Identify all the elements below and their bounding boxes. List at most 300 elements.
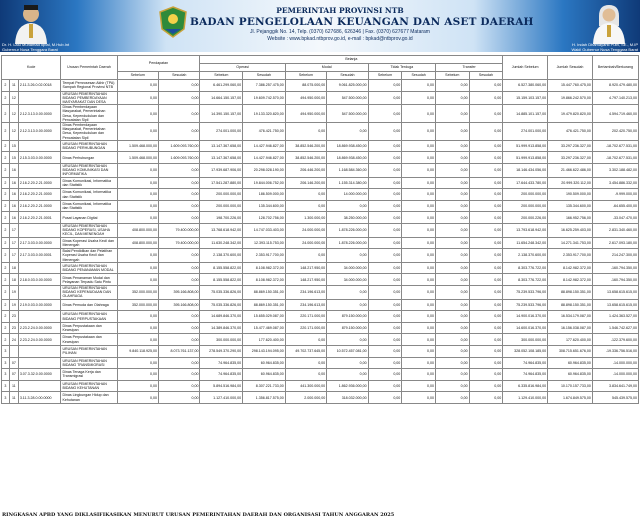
cell-org-code: 2.17.3.03.0.00.0001 — [18, 249, 61, 263]
cell-operasi-sesudah: 88.869.150.351,00 — [243, 299, 286, 311]
cell-bertambah-berkurang: -14.000.000,00 — [592, 369, 638, 381]
cell-urusan-name: URUSAN PEMERINTAHAN BIDANG PERPUSTAKAAN — [61, 311, 117, 323]
cell-modal-sebelum: 234.196.613,00 — [285, 286, 326, 300]
cell-operasi-sesudah: 2.353.917.700,00 — [243, 249, 286, 263]
col-operasi: Operasi — [200, 64, 285, 72]
cell-operasi-sebelum: 14.390.150.157,00 — [200, 105, 243, 123]
cell-jumlah-sebelum: 74.964.835,00 — [503, 369, 548, 381]
cell-operasi-sesudah: 8.108.982.372,00 — [243, 262, 286, 274]
document-footer: RINGKASAN APBD YANG DIKLASIFIKASIKAN MENURUT URUSAN PEMERINTAHAN DAERAH DAN ORGANISASI TAHUN ANGGARAN 2025 — [2, 512, 395, 518]
cell-pendapatan-sebelum: 352.000.000,00 — [117, 286, 158, 300]
cell-jumlah-sebelum: 17.644.433.780,00 — [503, 177, 548, 189]
col-sesudah: Sesudah — [327, 72, 368, 80]
cell-jumlah-sebelum: 75.239.533.796,00 — [503, 299, 548, 311]
cell-transfer-sesudah: 0,00 — [469, 249, 503, 263]
cell-transfer-sesudah: 0,00 — [469, 140, 503, 152]
cell-urusan-name: Dinas Pemberdayaan Masyarakat, Pemerintahan Desa, Kependudukan dan Pencatatan Sipil — [61, 105, 117, 123]
cell-code-level-1: 2 — [2, 311, 10, 323]
province-name: PEMERINTAH PROVINSI NTB — [276, 6, 404, 15]
table-row — [2, 177, 639, 189]
cell-tidak-terduga-sebelum: 0,00 — [368, 286, 402, 300]
cell-transfer-sesudah: 0,00 — [469, 200, 503, 212]
cell-pendapatan-sebelum: 408.800.000,00 — [117, 224, 158, 238]
cell-jumlah-sesudah: 19.479.820.820,00 — [548, 105, 593, 123]
cell-code-level-2: 23 — [9, 311, 18, 323]
cell-tidak-terduga-sebelum: 0,00 — [368, 322, 402, 334]
cell-pendapatan-sebelum: 0,00 — [117, 392, 158, 404]
cell-org-code — [18, 164, 61, 178]
cell-org-code: 2.18.0.03.0.00.0000 — [18, 274, 61, 286]
cell-jumlah-sebelum: 11.654.248.342,00 — [503, 237, 548, 249]
cell-pendapatan-sesudah: 395.166.808,00 — [158, 299, 200, 311]
cell-tidak-terduga-sesudah: 0,00 — [402, 80, 436, 92]
cell-jumlah-sebelum: 200.000.226,00 — [503, 212, 548, 224]
cell-bertambah-berkurang: 1.546.742.627,00 — [592, 322, 638, 334]
cell-code-level-1: 2 — [2, 237, 10, 249]
cell-bertambah-berkurang: -122.379.600,00 — [592, 334, 638, 346]
cell-jumlah-sesudah: 15.447.760.475,00 — [548, 80, 593, 92]
table-row — [2, 224, 639, 238]
col-sesudah: Sesudah — [243, 72, 286, 80]
table-row — [2, 392, 639, 404]
cell-jumlah-sesudah: 19.866.242.570,00 — [548, 91, 593, 105]
cell-code-level-1: 2 — [2, 224, 10, 238]
cell-jumlah-sesudah: 16.156.038.087,00 — [548, 322, 593, 334]
cell-jumlah-sebelum: 74.964.835,00 — [503, 357, 548, 369]
cell-jumlah-sesudah: 16.625.259.403,00 — [548, 224, 593, 238]
table-row — [2, 369, 639, 381]
cell-transfer-sebelum: 0,00 — [435, 80, 469, 92]
cell-transfer-sebelum: 0,00 — [435, 299, 469, 311]
cell-operasi-sesudah: 14.427.946.827,00 — [243, 152, 286, 164]
col-sesudah: Sesudah — [469, 72, 503, 80]
cell-pendapatan-sebelum: 0,00 — [117, 249, 158, 263]
cell-modal-sesudah: 879.150.000,00 — [327, 311, 368, 323]
cell-code-level-2: 12 — [9, 123, 18, 141]
cell-operasi-sesudah: 135.344.600,00 — [243, 200, 286, 212]
cell-pendapatan-sesudah: 0,00 — [158, 380, 200, 392]
cell-operasi-sebelum: 274.001.000,00 — [200, 123, 243, 141]
cell-tidak-terduga-sesudah: 0,00 — [402, 249, 436, 263]
cell-pendapatan-sesudah: 0,00 — [158, 249, 200, 263]
cell-tidak-terduga-sesudah: 0,00 — [402, 212, 436, 224]
cell-jumlah-sebelum: 15.159.103.157,00 — [503, 91, 548, 105]
cell-transfer-sesudah: 0,00 — [469, 177, 503, 189]
cell-pendapatan-sesudah: 0,00 — [158, 357, 200, 369]
cell-org-code — [18, 224, 61, 238]
cell-operasi-sebelum: 13.768.618.942,00 — [200, 224, 243, 238]
cell-operasi-sebelum: 300.000.000,00 — [200, 334, 243, 346]
cell-tidak-terduga-sesudah: 0,00 — [402, 286, 436, 300]
cell-modal-sesudah: 18.869.938.450,00 — [327, 152, 368, 164]
cell-jumlah-sebelum: 328.052.108.185,00 — [503, 345, 548, 357]
cell-pendapatan-sesudah: 79.400.000,00 — [158, 237, 200, 249]
cell-transfer-sesudah: 0,00 — [469, 369, 503, 381]
col-sebelum: Sebelum — [285, 72, 326, 80]
cell-urusan-name: Pusat Layanan Digital — [61, 212, 117, 224]
cell-code-level-2: 07 — [9, 357, 18, 369]
cell-operasi-sesudah: 8.307.221.733,00 — [243, 380, 286, 392]
cell-transfer-sesudah: 0,00 — [469, 311, 503, 323]
cell-pendapatan-sesudah: 0,00 — [158, 334, 200, 346]
cell-tidak-terduga-sebelum: 0,00 — [368, 357, 402, 369]
table-row — [2, 237, 639, 249]
table-row — [2, 189, 639, 201]
cell-tidak-terduga-sesudah: 0,00 — [402, 380, 436, 392]
cell-bertambah-berkurang: -14.000.000,00 — [592, 357, 638, 369]
cell-modal-sebelum: 441.300.000,00 — [285, 380, 326, 392]
cell-operasi-sesudah: 60.964.835,00 — [243, 357, 286, 369]
cell-pendapatan-sesudah: 0,00 — [158, 91, 200, 105]
cell-jumlah-sebelum: 1.129.410.000,00 — [503, 392, 548, 404]
cell-modal-sesudah: 1.168.584.360,00 — [327, 164, 368, 178]
cell-code-level-2: 19 — [9, 299, 18, 311]
cell-bertambah-berkurang: -18.702.677.531,00 — [592, 152, 638, 164]
cell-modal-sesudah: 0,00 — [327, 123, 368, 141]
cell-operasi-sebelum: 1.127.410.000,00 — [200, 392, 243, 404]
cell-tidak-terduga-sebelum: 0,00 — [368, 123, 402, 141]
cell-pendapatan-sesudah: 0,00 — [158, 311, 200, 323]
col-bertambah: Bertambah/Berkurang — [592, 56, 638, 80]
cell-code-level-2: 17 — [9, 224, 18, 238]
cell-code-level-2: 12 — [9, 105, 18, 123]
cell-operasi-sebelum: 75.035.336.826,00 — [200, 286, 243, 300]
cell-pendapatan-sesudah: 0,00 — [158, 274, 200, 286]
cell-modal-sesudah: 1.878.226.000,00 — [327, 224, 368, 238]
cell-jumlah-sebelum: 300.000.000,00 — [503, 334, 548, 346]
cell-transfer-sebelum: 0,00 — [435, 274, 469, 286]
cell-bertambah-berkurang: 2.617.093.180,00 — [592, 237, 638, 249]
vice-governor-title: Wakil Gubernur Nusa Tenggara Barat — [571, 46, 638, 52]
cell-transfer-sesudah: 0,00 — [469, 357, 503, 369]
cell-jumlah-sebelum: 14.600.016.370,00 — [503, 322, 548, 334]
cell-operasi-sebelum: 198.700.226,00 — [200, 212, 243, 224]
table-row — [2, 200, 639, 212]
cell-urusan-name: Dinas Komunikasi, Informatika dan Statistik — [61, 200, 117, 212]
cell-urusan-name: Dinas Lingkungan Hidup dan Kehutanan — [61, 392, 117, 404]
agency-contact: Website : www.bpkad.ntbprov.go.id, e-mail : bpkad@ntbprov.go.id — [267, 36, 413, 42]
cell-pendapatan-sebelum: 0,00 — [117, 105, 158, 123]
cell-code-level-2: 07 — [9, 369, 18, 381]
ntb-emblem-icon — [156, 5, 190, 39]
cell-modal-sebelum: 0,00 — [285, 334, 326, 346]
cell-pendapatan-sesudah: 1.609.093.760,00 — [158, 152, 200, 164]
cell-transfer-sesudah: 0,00 — [469, 345, 503, 357]
cell-tidak-terduga-sesudah: 0,00 — [402, 322, 436, 334]
cell-code-level-2: 15 — [9, 152, 18, 164]
cell-transfer-sebelum: 0,00 — [435, 345, 469, 357]
cell-modal-sesudah: 14.000.000,00 — [327, 189, 368, 201]
cell-transfer-sebelum: 0,00 — [435, 357, 469, 369]
cell-operasi-sesudah: 476.421.750,00 — [243, 123, 286, 141]
cell-transfer-sebelum: 0,00 — [435, 105, 469, 123]
cell-operasi-sebelum: 75.035.336.826,00 — [200, 299, 243, 311]
cell-modal-sesudah: 10.572.457.081,00 — [327, 345, 368, 357]
governor-caption — [2, 43, 112, 52]
cell-operasi-sesudah: 19.844.006.752,00 — [243, 177, 286, 189]
cell-operasi-sebelum: 8.155.558.822,00 — [200, 274, 243, 286]
cell-operasi-sebelum: 14.689.846.370,00 — [200, 311, 243, 323]
cell-tidak-terduga-sebelum: 0,00 — [368, 380, 402, 392]
cell-modal-sebelum: 0,00 — [285, 189, 326, 201]
cell-transfer-sesudah: 0,00 — [469, 262, 503, 274]
cell-org-code — [18, 311, 61, 323]
cell-org-code: 2.19.0.03.0.00.0000 — [18, 299, 61, 311]
cell-tidak-terduga-sebelum: 0,00 — [368, 164, 402, 178]
cell-tidak-terduga-sesudah: 0,00 — [402, 357, 436, 369]
cell-code-level-1: 2 — [2, 140, 10, 152]
col-sesudah: Sesudah — [158, 72, 200, 80]
cell-tidak-terduga-sebelum: 0,00 — [368, 200, 402, 212]
cell-code-level-2: 16 — [9, 200, 18, 212]
cell-urusan-name: URUSAN PEMERINTAHAN BIDANG KEPEMUDAAN DAN OLAHRAGA — [61, 286, 117, 300]
cell-modal-sebelum: 220.171.000,00 — [285, 311, 326, 323]
cell-transfer-sebelum: 0,00 — [435, 224, 469, 238]
table-row — [2, 212, 639, 224]
cell-pendapatan-sebelum: 0,00 — [117, 164, 158, 178]
cell-urusan-name: URUSAN PEMERINTAHAN BIDANG PERHUBUNGAN — [61, 140, 117, 152]
cell-transfer-sesudah: 0,00 — [469, 123, 503, 141]
cell-code-level-1: 2 — [2, 80, 10, 92]
cell-code-level-1: 2 — [2, 212, 10, 224]
cell-tidak-terduga-sesudah: 0,00 — [402, 262, 436, 274]
cell-pendapatan-sebelum: 0,00 — [117, 311, 158, 323]
cell-code-level-2: 16 — [9, 177, 18, 189]
cell-modal-sesudah: 547.500.000,00 — [327, 91, 368, 105]
cell-operasi-sesudah: 8.108.982.372,00 — [243, 274, 286, 286]
table-row — [2, 311, 639, 323]
cell-bertambah-berkurang: 3.834.641.749,00 — [592, 380, 638, 392]
cell-operasi-sebelum: 13.147.367.658,00 — [200, 140, 243, 152]
cell-transfer-sesudah: 0,00 — [469, 286, 503, 300]
cell-tidak-terduga-sebelum: 0,00 — [368, 105, 402, 123]
cell-org-code: 2.17.3.03.0.00.0000 — [18, 237, 61, 249]
cell-transfer-sesudah: 0,00 — [469, 274, 503, 286]
cell-transfer-sesudah: 0,00 — [469, 91, 503, 105]
cell-code-level-1: 3 — [2, 380, 10, 392]
cell-transfer-sebelum: 0,00 — [435, 189, 469, 201]
cell-urusan-name: Dinas Koperasi Usaha Kecil dan Menengah — [61, 237, 117, 249]
cell-org-code — [18, 286, 61, 300]
col-modal: Modal — [285, 64, 368, 72]
cell-org-code — [18, 91, 61, 105]
cell-modal-sesudah: 1.878.226.000,00 — [327, 237, 368, 249]
cell-pendapatan-sesudah: 0,00 — [158, 177, 200, 189]
cell-jumlah-sesudah: 10.170.157.733,00 — [548, 380, 593, 392]
cell-modal-sebelum: 88.075.000,00 — [285, 80, 326, 92]
cell-tidak-terduga-sesudah: 0,00 — [402, 105, 436, 123]
cell-pendapatan-sesudah: 0,00 — [158, 392, 200, 404]
cell-modal-sebelum: 38.852.546.200,00 — [285, 152, 326, 164]
cell-code-level-1: 2 — [2, 152, 10, 164]
cell-code-level-1: 3 — [2, 369, 10, 381]
cell-pendapatan-sebelum: 0,00 — [117, 334, 158, 346]
cell-jumlah-sesudah: 177.620.400,00 — [548, 334, 593, 346]
cell-transfer-sebelum: 0,00 — [435, 164, 469, 178]
cell-pendapatan-sesudah: 79.400.000,00 — [158, 224, 200, 238]
cell-tidak-terduga-sebelum: 0,00 — [368, 237, 402, 249]
cell-bertambah-berkurang: 1.424.363.527,00 — [592, 311, 638, 323]
cell-transfer-sebelum: 0,00 — [435, 380, 469, 392]
cell-jumlah-sebelum: 51.999.913.858,00 — [503, 152, 548, 164]
col-urusan: Urusan Pemerintah Daerah — [61, 56, 117, 80]
cell-pendapatan-sebelum: 0,00 — [117, 91, 158, 105]
cell-jumlah-sesudah: 190.509.000,00 — [548, 189, 593, 201]
cell-code-level-2: 17 — [9, 249, 18, 263]
col-sebelum: Sebelum — [435, 72, 469, 80]
cell-modal-sesudah: 0,00 — [327, 357, 368, 369]
table-row — [2, 105, 639, 123]
cell-pendapatan-sebelum: 0,00 — [117, 322, 158, 334]
cell-transfer-sebelum: 0,00 — [435, 140, 469, 152]
cell-pendapatan-sebelum: 0,00 — [117, 177, 158, 189]
cell-bertambah-berkurang: 4.594.719.460,00 — [592, 105, 638, 123]
cell-tidak-terduga-sesudah: 0,00 — [402, 345, 436, 357]
table-row — [2, 123, 639, 141]
cell-pendapatan-sebelum: 0,00 — [117, 357, 158, 369]
cell-modal-sebelum: 24.000.000,00 — [285, 224, 326, 238]
cell-bertambah-berkurang: 13.658.615.615,00 — [592, 286, 638, 300]
cell-operasi-sebelum: 11.630.248.342,00 — [200, 237, 243, 249]
agency-address: Jl. Pejanggik No. 14, Telp. (0370) 627686, 626346 | Fax. (0370) 627677 Mataram — [250, 29, 430, 35]
cell-org-code: 2.16.2.20.2.21.0000 — [18, 200, 61, 212]
cell-jumlah-sesudah: 476.421.750,00 — [548, 123, 593, 141]
cell-code-level-1: 3 — [2, 357, 10, 369]
budget-table-container — [1, 55, 639, 510]
cell-code-level-2: 12 — [9, 91, 18, 105]
cell-modal-sesudah: 879.150.000,00 — [327, 322, 368, 334]
cell-modal-sebelum: 494.950.000,00 — [285, 91, 326, 105]
cell-tidak-terduga-sebelum: 0,00 — [368, 299, 402, 311]
cell-code-level-2: 18 — [9, 274, 18, 286]
cell-transfer-sebelum: 0,00 — [435, 91, 469, 105]
cell-pendapatan-sesudah: 0,00 — [158, 123, 200, 141]
cell-modal-sebelum: 49.702.737.645,00 — [285, 345, 326, 357]
cell-pendapatan-sebelum: 1.509.468.000,00 — [117, 140, 158, 152]
cell-tidak-terduga-sesudah: 0,00 — [402, 200, 436, 212]
cell-modal-sebelum: 148.217.950,00 — [285, 262, 326, 274]
cell-pendapatan-sebelum: 0,00 — [117, 262, 158, 274]
cell-code-level-1: 2 — [2, 177, 10, 189]
cell-pendapatan-sesudah: 8.073.761.137,00 — [158, 345, 200, 357]
cell-urusan-name: URUSAN PEMERINTAHAN BIDANG KOMUNIKASI DAN INFORMATIKA — [61, 164, 117, 178]
cell-urusan-name: URUSAN PEMERINTAHAN BIDANG PENANAMAN MODAL — [61, 262, 117, 274]
vice-governor-caption — [528, 43, 638, 52]
cell-transfer-sebelum: 0,00 — [435, 249, 469, 263]
table-row — [2, 262, 639, 274]
cell-modal-sesudah: 0,00 — [327, 334, 368, 346]
cell-modal-sesudah: 0,00 — [327, 369, 368, 381]
cell-jumlah-sebelum: 14.900.016.370,00 — [503, 311, 548, 323]
cell-modal-sesudah: 0,00 — [327, 286, 368, 300]
cell-pendapatan-sebelum: 9.840.118.925,00 — [117, 345, 158, 357]
cell-code-level-1: 2 — [2, 334, 10, 346]
cell-code-level-2: 16 — [9, 212, 18, 224]
cell-pendapatan-sebelum: 0,00 — [117, 200, 158, 212]
cell-modal-sebelum: 0,00 — [285, 357, 326, 369]
cell-code-level-2: 24 — [9, 334, 18, 346]
cell-pendapatan-sebelum: 352.000.000,00 — [117, 299, 158, 311]
cell-tidak-terduga-sebelum: 0,00 — [368, 345, 402, 357]
cell-code-level-1: 3 — [2, 345, 10, 357]
cell-bertambah-berkurang: -64.655.400,00 — [592, 200, 638, 212]
table-row — [2, 334, 639, 346]
cell-transfer-sesudah: 0,00 — [469, 380, 503, 392]
cell-modal-sebelum: 0,00 — [285, 123, 326, 141]
cell-modal-sesudah: 1.862.936.000,00 — [327, 380, 368, 392]
cell-transfer-sesudah: 0,00 — [469, 299, 503, 311]
cell-org-code: 2.15.3.03.0.00.0000 — [18, 152, 61, 164]
cell-org-code: 2.23.2.24.0.00.0000 — [18, 334, 61, 346]
cell-modal-sebelum: 38.852.546.200,00 — [285, 140, 326, 152]
cell-bertambah-berkurang: 2.831.340.460,00 — [592, 224, 638, 238]
cell-jumlah-sesudah: 60.964.835,00 — [548, 357, 593, 369]
cell-org-code: 2.16.2.20.2.21.0001 — [18, 212, 61, 224]
cell-jumlah-sebelum: 13.793.618.942,00 — [503, 224, 548, 238]
cell-code-level-1: 2 — [2, 200, 10, 212]
cell-org-code — [18, 357, 61, 369]
cell-jumlah-sesudah: 33.297.236.327,00 — [548, 140, 593, 152]
cell-jumlah-sesudah: 16.534.179.087,00 — [548, 311, 593, 323]
col-jumlah-sesudah: Jumlah Sesudah — [548, 56, 593, 80]
cell-urusan-name: Dinas Perpustakaan dan Kearsipan — [61, 334, 117, 346]
cell-pendapatan-sebelum: 0,00 — [117, 80, 158, 92]
cell-jumlah-sebelum: 8.303.776.722,00 — [503, 274, 548, 286]
table-row — [2, 345, 639, 357]
cell-modal-sesudah: 0,00 — [327, 299, 368, 311]
cell-code-level-1: 2 — [2, 123, 10, 141]
cell-code-level-1: 2 — [2, 274, 10, 286]
governor-title: Gubernur Nusa Tenggara Barat — [2, 46, 58, 52]
cell-urusan-name: Dinas Komunikasi, Informatika dan Statistik — [61, 177, 117, 189]
cell-jumlah-sesudah: 2.353.917.700,00 — [548, 249, 593, 263]
budget-table-body — [2, 80, 639, 404]
cell-operasi-sebelum: 13.147.367.658,00 — [200, 152, 243, 164]
cell-tidak-terduga-sesudah: 0,00 — [402, 140, 436, 152]
cell-pendapatan-sesudah: 0,00 — [158, 164, 200, 178]
cell-modal-sesudah: 318.032.000,00 — [327, 392, 368, 404]
cell-operasi-sesudah: 128.702.756,00 — [243, 212, 286, 224]
cell-code-level-2: 16 — [9, 189, 18, 201]
cell-jumlah-sebelum: 274.001.000,00 — [503, 123, 548, 141]
table-row — [2, 164, 639, 178]
cell-urusan-name: URUSAN PEMERINTAHAN BIDANG KEHUTANAN — [61, 380, 117, 392]
cell-jumlah-sesudah: 33.297.236.327,00 — [548, 152, 593, 164]
cell-tidak-terduga-sesudah: 0,00 — [402, 152, 436, 164]
cell-urusan-name: Dinas Perhubungan — [61, 152, 117, 164]
cell-tidak-terduga-sesudah: 0,00 — [402, 189, 436, 201]
cell-operasi-sesudah: 60.964.835,00 — [243, 369, 286, 381]
cell-modal-sebelum: 0,00 — [285, 369, 326, 381]
budget-table — [1, 55, 639, 404]
table-row — [2, 380, 639, 392]
cell-transfer-sesudah: 0,00 — [469, 105, 503, 123]
table-row — [2, 80, 639, 92]
cell-operasi-sesudah: 20.298.028.190,00 — [243, 164, 286, 178]
table-row — [2, 274, 639, 286]
cell-tidak-terduga-sebelum: 0,00 — [368, 392, 402, 404]
cell-transfer-sesudah: 0,00 — [469, 164, 503, 178]
cell-operasi-sebelum: 200.000.000,00 — [200, 189, 243, 201]
cell-jumlah-sesudah: 88.898.150.351,00 — [548, 286, 593, 300]
cell-code-level-1: 2 — [2, 91, 10, 105]
cell-jumlah-sebelum: 2.138.370.600,00 — [503, 249, 548, 263]
cell-pendapatan-sesudah: 0,00 — [158, 189, 200, 201]
cell-operasi-sesudah: 15.477.469.087,00 — [243, 322, 286, 334]
cell-code-level-2: 19 — [9, 286, 18, 300]
cell-jumlah-sebelum: 6.335.816.984,00 — [503, 380, 548, 392]
table-row — [2, 286, 639, 300]
